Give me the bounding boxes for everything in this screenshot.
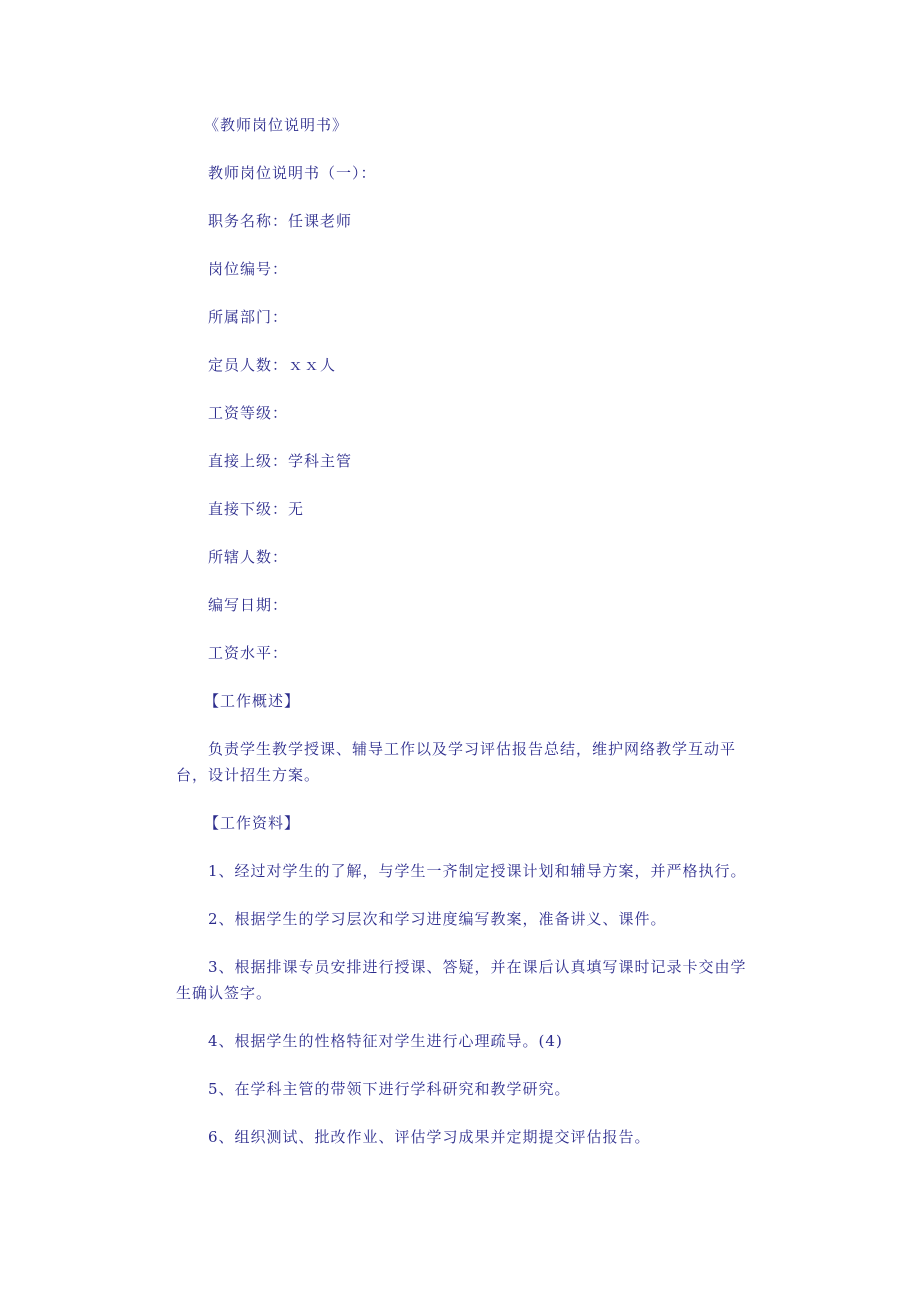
field-salary-level — [176, 640, 750, 666]
field-label: 岗位编号： — [208, 260, 289, 278]
field-value: 学科主管 — [288, 452, 353, 470]
field-label: 定员人数： — [208, 356, 289, 374]
field-label: 编写日期： — [208, 596, 289, 614]
document-title: 《教师岗位说明书》 — [204, 116, 349, 134]
field-label: 工资等级： — [208, 404, 289, 422]
overview-text: 负责学生教学授课、辅导工作以及学习评估报告总结，维护网络教学互动平台，设计招生方案。 — [176, 740, 737, 784]
content-item-5: 5、在学科主管的带领下进行学科研究和教学研究。 — [208, 1080, 571, 1098]
field-value: ｘｘ人 — [288, 356, 337, 374]
content-item-3: 3、根据排课专员安排进行授课、答疑，并在课后认真填写课时记录卡交由学生确认签字。 — [176, 958, 747, 1002]
field-job-title — [176, 208, 750, 234]
field-written-date — [176, 592, 750, 618]
field-direct-subordinate — [176, 496, 750, 522]
overview-heading: 【工作概述】 — [204, 692, 301, 710]
field-label: 直接上级： — [208, 452, 289, 470]
field-direct-superior — [176, 448, 750, 474]
field-label: 工资水平： — [208, 644, 289, 662]
field-position-number — [176, 256, 750, 282]
field-managed-count — [176, 544, 750, 570]
field-label: 所辖人数： — [208, 548, 289, 566]
field-label: 所属部门： — [208, 308, 289, 326]
content-heading: 【工作资料】 — [204, 814, 301, 832]
content-item-4: 4、根据学生的性格特征对学生进行心理疏导。(4) — [208, 1032, 563, 1050]
content-item-1: 1、经过对学生的了解，与学生一齐制定授课计划和辅导方案，并严格执行。 — [208, 862, 747, 880]
document-subtitle: 教师岗位说明书（一）： — [208, 164, 377, 182]
field-value: 任课老师 — [288, 212, 353, 230]
field-label: 职务名称： — [208, 212, 289, 230]
field-department — [176, 304, 750, 330]
content-item-6: 6、组织测试、批改作业、评估学习成果并定期提交评估报告。 — [208, 1128, 651, 1146]
field-value: 无 — [288, 500, 305, 518]
field-label: 直接下级： — [208, 500, 289, 518]
content-item-2: 2、根据学生的学习层次和学习进度编写教案，准备讲义、课件。 — [208, 910, 667, 928]
field-headcount — [176, 352, 750, 378]
field-salary-grade — [176, 400, 750, 426]
